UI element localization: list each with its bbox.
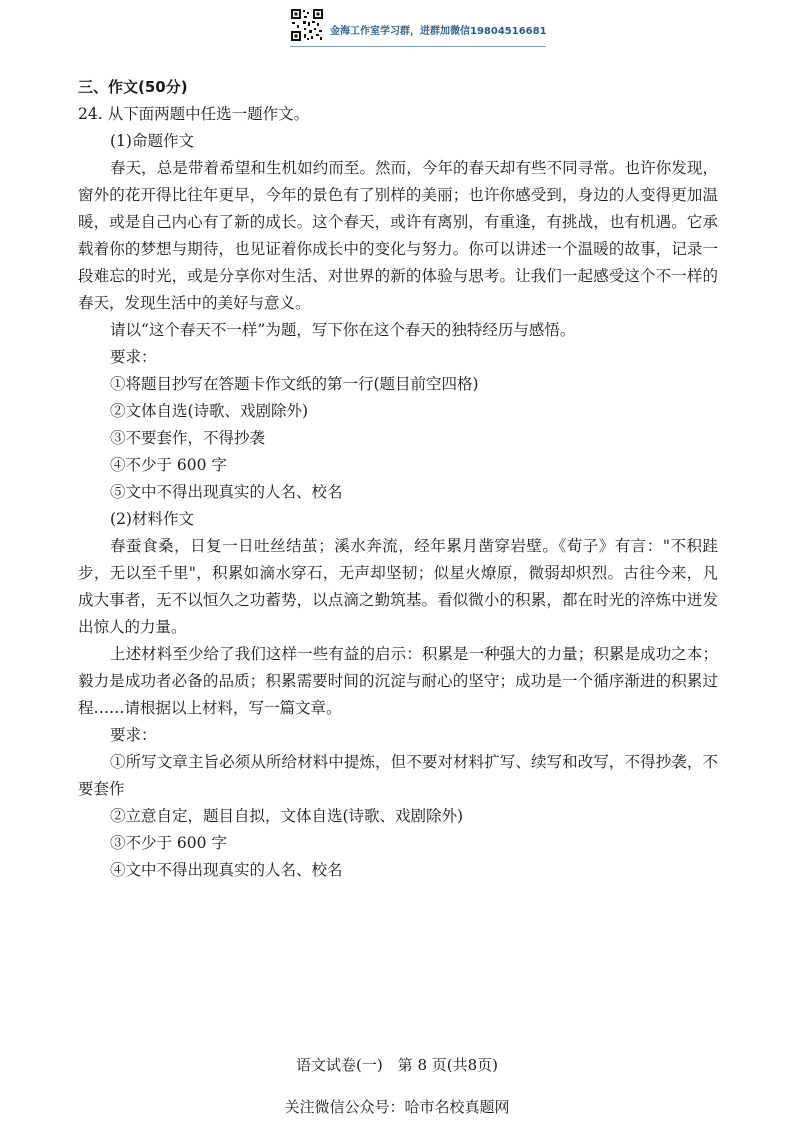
option2-requirement: ①所写文章主旨必须从所给材料中提炼，但不要对材料扩写、续写和改写，不得抄袭，不要套作 [78, 753, 718, 798]
page-header [290, 8, 550, 48]
option2-requirement: ④文中不得出现真实的人名、校名 [110, 861, 343, 879]
option1-requirement: ④不少于 600 字 [110, 456, 227, 474]
option2-requirements-label: 要求： [110, 726, 157, 744]
option2-requirement: ③不少于 600 字 [110, 834, 227, 852]
qr-code-icon [290, 8, 324, 42]
option1-requirements-label: 要求： [110, 348, 157, 366]
option1-requirement: ⑤文中不得出现真实的人名、校名 [110, 483, 343, 501]
option2-paragraph-1: 春蚕食桑，日复一日吐丝结茧；溪水奔流，经年累月凿穿岩壁。《荀子》有言："不积跬步，无以至千里"，积累如滴水穿石，无声却坚韧；似星火燎原，微弱却炽烈。古往今来，凡成大事者，无不以恒久之功蓄势，以点滴之勤筑基。看似微小的积累，都在时光的淬炼中迸发出惊人的力量。 [78, 537, 718, 636]
option2-paragraph-2: 上述材料至少给了我们这样一些有益的启示：积累是一种强大的力量；积累是成功之本；毅力是成功者必备的品质；积累需要时间的沉淀与耐心的坚守；成功是一个循序渐进的积累过程……请根据以上材料，写一篇文章。 [78, 645, 718, 717]
footer-follow-text: 关注微信公众号：哈市名校真题网 [284, 1098, 510, 1116]
question-stem: 24. 从下面两题中任选一题作文。 [78, 105, 310, 123]
option1-requirement: ②文体自选(诗歌、戏剧除外) [110, 402, 309, 420]
header-promo-text: 金海工作室学习群，进群加微信19804516681 [330, 26, 547, 37]
option1-heading: (1)命题作文 [110, 132, 194, 150]
option2-requirement: ②立意自定，题目自拟，文体自选(诗歌、戏剧除外) [110, 807, 464, 825]
option2-heading: (2)材料作文 [110, 510, 194, 528]
page-number: 语文试卷(一) 第 8 页(共8页) [295, 1056, 499, 1074]
option1-paragraph: 春天，总是带着希望和生机如约而至。然而，今年的春天却有些不同寻常。也许你发现，窗外的花开得比往年更早，今年的景色有了别样的美丽；也许你感受到，身边的人变得更加温暖，或是自己内心有了新的成长。这个春天，或许有离别，有重逢，有挑战，也有机遇。它承载着你的梦想与期待，也见证着你成长中的变化与努力。你可以讲述一个温暖的故事，记录一段难忘的时光，或是分享你对生活、对世界的新的体验与思考。让我们一起感受这个不一样的春天，发现生活中的美好与意义。 [78, 159, 718, 312]
section-title: 三、作文(50分) [78, 78, 188, 96]
option1-requirement: ③不要套作，不得抄袭 [110, 429, 266, 447]
option1-instruction: 请以“这个春天不一样”为题，写下你在这个春天的独特经历与感悟。 [110, 321, 576, 339]
header-divider [290, 46, 546, 47]
option1-requirement: ①将题目抄写在答题卡作文纸的第一行(题目前空四格) [110, 375, 479, 393]
exam-content [78, 74, 718, 884]
